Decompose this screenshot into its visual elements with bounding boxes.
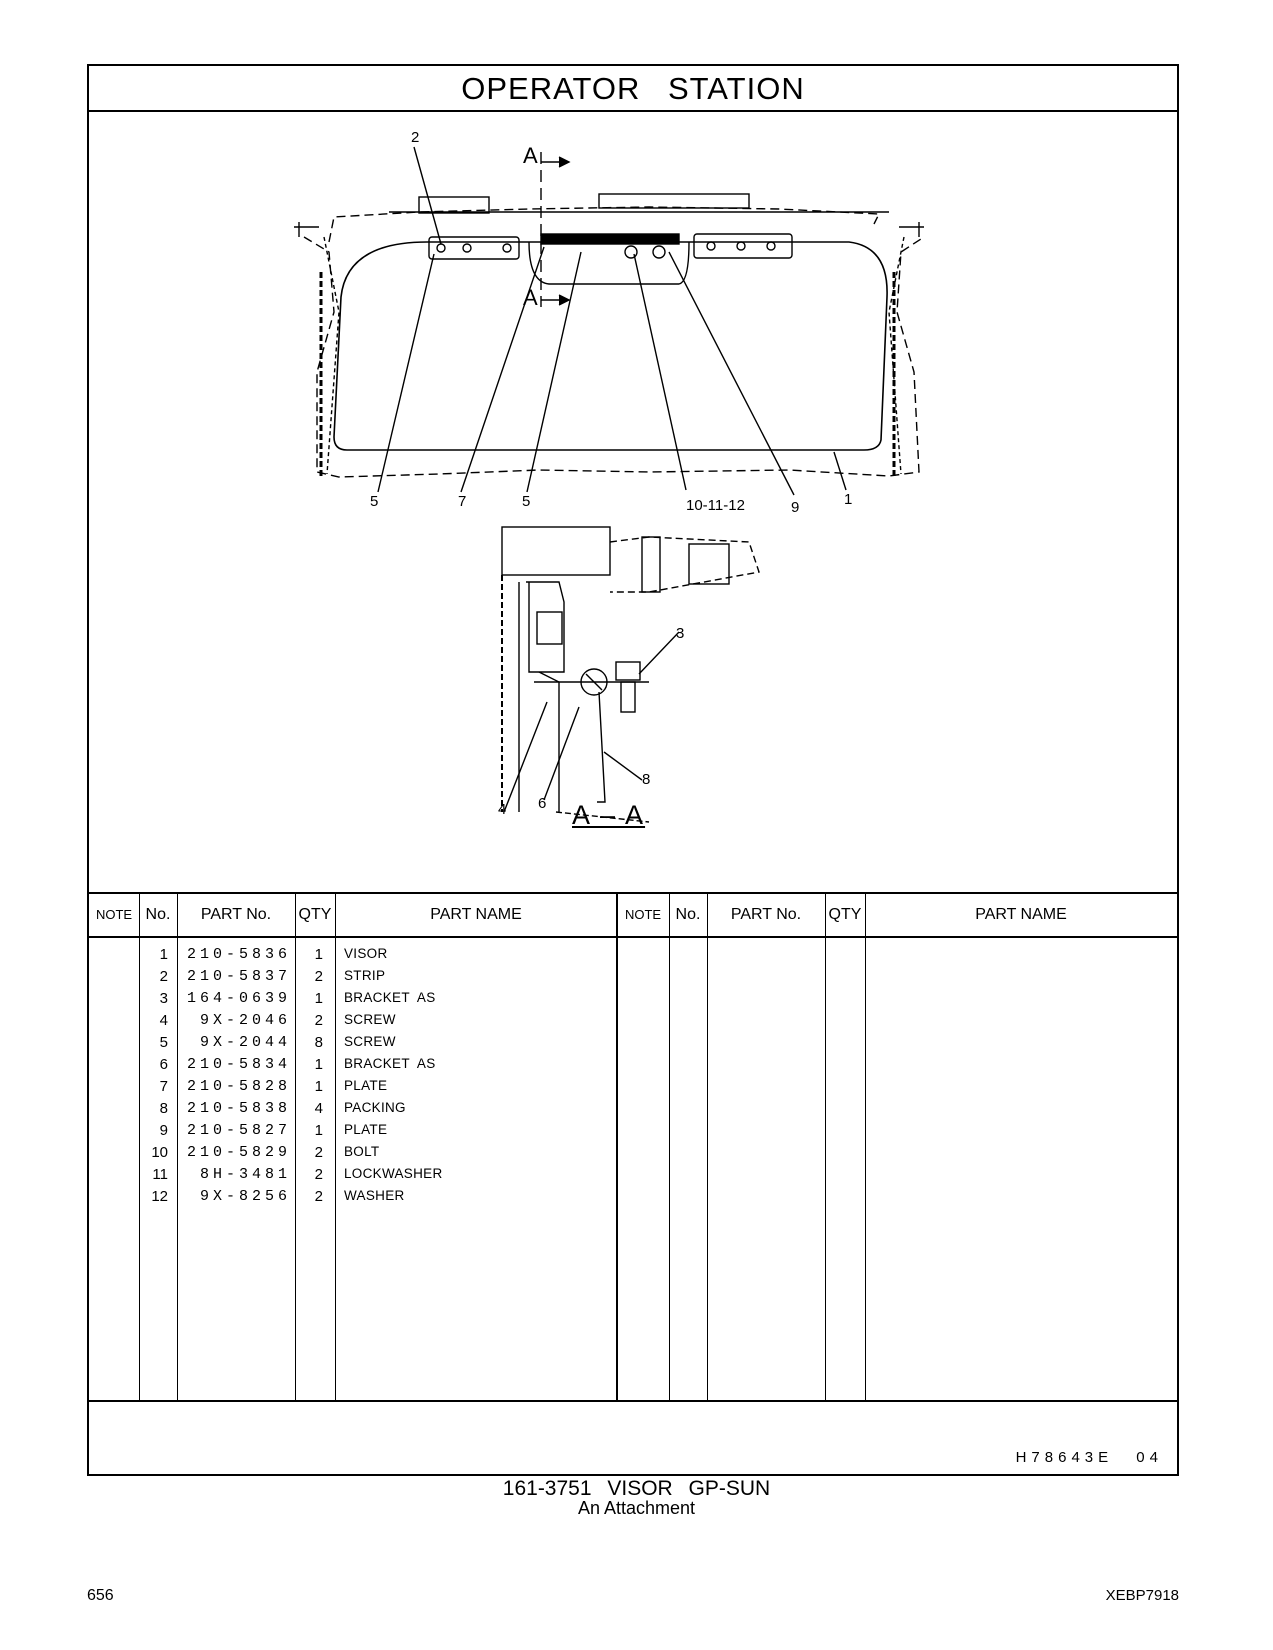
part-name: PLATE	[344, 1078, 388, 1093]
part-number: 210-5838	[186, 1100, 291, 1117]
callout-6: 6	[538, 795, 547, 812]
item-number: 3	[159, 990, 168, 1007]
callout-4: 4	[498, 801, 507, 818]
part-name: STRIP	[344, 968, 386, 983]
item-number: 6	[159, 1056, 168, 1073]
quantity: 4	[314, 1100, 323, 1117]
document-code: XEBP7918	[1105, 1587, 1179, 1604]
part-name: BRACKET AS	[344, 990, 436, 1005]
section-marker-top: A	[523, 143, 538, 168]
item-number: 7	[159, 1078, 168, 1095]
quantity: 2	[314, 1166, 323, 1183]
quantity: 2	[314, 1144, 323, 1161]
group-caption: 161-3751 VISOR GP-SUN	[502, 1477, 771, 1500]
part-name: LOCKWASHER	[344, 1166, 443, 1181]
table-row	[89, 1010, 1177, 1032]
table-row	[89, 988, 1177, 1010]
item-number: 9	[159, 1122, 168, 1139]
header-part-name-right: PART NAME	[975, 906, 1067, 923]
table-row	[89, 944, 1177, 966]
page-number: 656	[87, 1587, 114, 1604]
part-number: 210-5837	[186, 968, 291, 985]
section-marker-bottom: A	[523, 285, 538, 310]
table-row	[89, 1120, 1177, 1142]
item-number: 8	[159, 1100, 168, 1117]
callout-1: 1	[844, 491, 853, 508]
parts-table-header	[89, 892, 1177, 938]
part-number: 210-5836	[186, 946, 291, 963]
quantity: 2	[314, 1188, 323, 1205]
callout-9: 9	[791, 499, 800, 516]
part-number: 210-5827	[186, 1122, 291, 1139]
item-number: 5	[159, 1034, 168, 1051]
quantity: 8	[314, 1034, 323, 1051]
callout-5b: 5	[522, 493, 531, 510]
table-row	[89, 1142, 1177, 1164]
table-row	[89, 1098, 1177, 1120]
item-number: 10	[151, 1144, 168, 1161]
group-subcaption: An Attachment	[577, 1498, 696, 1518]
header-qty-right: QTY	[828, 906, 862, 923]
section-label: A – A	[572, 800, 646, 830]
part-name: PACKING	[344, 1100, 406, 1115]
part-number: 8H-3481	[199, 1166, 291, 1183]
quantity: 1	[314, 946, 323, 963]
callout-2: 2	[411, 129, 420, 146]
part-name: SCREW	[344, 1012, 396, 1027]
part-name: BOLT	[344, 1144, 380, 1159]
drawing-code: H78643E 04	[1015, 1449, 1163, 1466]
item-number: 4	[159, 1012, 168, 1029]
callout-7: 7	[458, 493, 467, 510]
part-name: PLATE	[344, 1122, 388, 1137]
part-number: 210-5829	[186, 1144, 291, 1161]
quantity: 2	[314, 968, 323, 985]
table-row	[89, 1032, 1177, 1054]
part-number: 210-5828	[186, 1078, 291, 1095]
header-no-right: No.	[675, 906, 701, 923]
part-number: 9X-2046	[199, 1012, 291, 1029]
header-note: NOTE	[95, 907, 133, 922]
parts-table-body	[89, 938, 1177, 1400]
quantity: 1	[314, 1078, 323, 1095]
quantity: 1	[314, 990, 323, 1007]
quantity: 1	[314, 1122, 323, 1139]
parts-page-frame	[87, 64, 1179, 1476]
item-number: 1	[159, 946, 168, 963]
header-note-right: NOTE	[624, 907, 662, 922]
drawing-code-band	[89, 1400, 1177, 1476]
header-part-no: PART No.	[200, 906, 272, 923]
part-name: WASHER	[344, 1188, 405, 1203]
exploded-view-drawing	[89, 112, 1177, 892]
part-name: VISOR	[344, 946, 388, 961]
callout-10-11-12: 10-11-12	[686, 497, 745, 514]
header-no: No.	[145, 906, 171, 923]
part-number: 210-5834	[186, 1056, 291, 1073]
part-number: 9X-2044	[199, 1034, 291, 1051]
part-name: BRACKET AS	[344, 1056, 436, 1071]
quantity: 1	[314, 1056, 323, 1073]
table-row	[89, 1164, 1177, 1186]
callout-3: 3	[676, 625, 685, 642]
part-name: SCREW	[344, 1034, 396, 1049]
page-title: OPERATOR STATION	[89, 66, 1177, 112]
item-number: 11	[152, 1166, 168, 1183]
header-part-name: PART NAME	[430, 906, 522, 923]
header-qty: QTY	[298, 906, 332, 923]
part-number: 9X-8256	[199, 1188, 291, 1205]
quantity: 2	[314, 1012, 323, 1029]
item-number: 12	[151, 1188, 168, 1205]
table-row	[89, 1054, 1177, 1076]
item-number: 2	[159, 968, 168, 985]
table-row	[89, 1186, 1177, 1208]
header-part-no-right: PART No.	[730, 906, 802, 923]
callout-8: 8	[642, 771, 651, 788]
table-row	[89, 1076, 1177, 1098]
callout-5a: 5	[370, 493, 379, 510]
table-row	[89, 966, 1177, 988]
part-number: 164-0639	[186, 990, 291, 1007]
parts-illustration	[89, 112, 1177, 892]
